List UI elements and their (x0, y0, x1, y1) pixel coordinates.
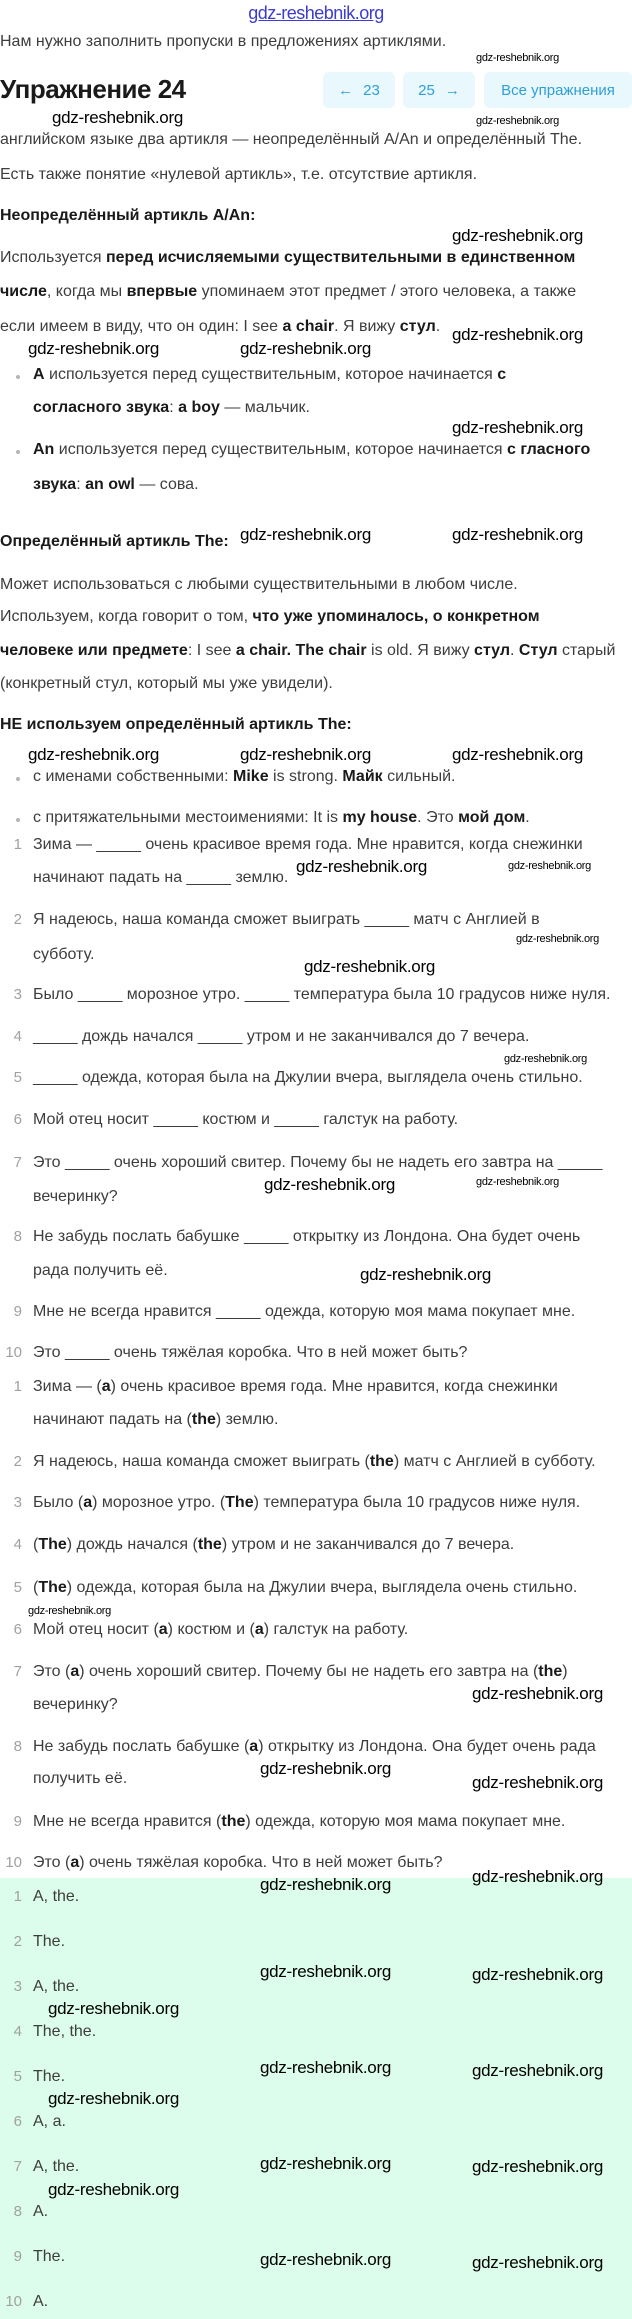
watermark: gdz-reshebnik.org (472, 1684, 603, 1703)
watermark: gdz-reshebnik.org (260, 1759, 391, 1778)
bold-text-segment: A (33, 366, 45, 383)
watermark: gdz-reshebnik.org (240, 525, 371, 544)
exercise-item-line (33, 1227, 580, 1247)
text-segment: . Я вижу (334, 318, 400, 335)
bullet-line (33, 440, 590, 460)
filled-item-line (33, 1695, 118, 1715)
arrow-right-icon: → (444, 81, 460, 99)
filled-item-line (33, 1853, 443, 1873)
watermark: gdz-reshebnik.org (452, 226, 583, 245)
watermark: gdz-reshebnik.org (28, 1604, 111, 1617)
text-segment: Я надеюсь, наша команда сможет выиграть ( (33, 1453, 370, 1470)
theory-line (0, 607, 540, 627)
bold-text-segment: The (225, 1494, 254, 1511)
exercise-item-number: 6 (13, 1111, 22, 1128)
watermark: gdz-reshebnik.org (28, 339, 159, 358)
answer-item-text: A. (33, 2293, 49, 2310)
bold-text-segment: с (497, 366, 507, 383)
theory-line (0, 165, 477, 185)
text-segment: ) дождь начался ( (66, 1536, 198, 1553)
watermark: gdz-reshebnik.org (48, 2180, 179, 2199)
text-segment: ( (33, 1579, 39, 1596)
text-segment: Это ( (33, 1854, 71, 1871)
text-segment: ) одежда, которая была на Джулии вчера, выглядела очень стильно. (66, 1579, 578, 1596)
bold-text-segment: стул (474, 642, 511, 659)
text-segment: . (525, 809, 530, 826)
bold-text-segment: согласного звука (33, 399, 170, 416)
prev-exercise-label: 23 (363, 81, 380, 99)
text-segment: — сова. (134, 476, 199, 493)
bullet-icon (16, 818, 20, 822)
text-segment: Это _____ очень тяжёлая коробка. Что в ней может быть? (33, 1344, 468, 1361)
watermark: gdz-reshebnik.org (260, 1875, 391, 1894)
text-segment: Было _____ морозное утро. _____ температура была 10 градусов ниже нуля. (33, 986, 611, 1003)
answer-item-text: The. (33, 1933, 66, 1950)
text-segment: Используется (0, 249, 106, 266)
answer-item-text: A, the. (33, 2158, 80, 2175)
text-segment: : (169, 399, 179, 416)
answer-item-number: 8 (13, 2203, 22, 2220)
watermark: gdz-reshebnik.org (472, 2061, 603, 2080)
watermark: gdz-reshebnik.org (476, 114, 559, 127)
watermark: gdz-reshebnik.org (304, 957, 435, 976)
bold-text-segment: an owl (85, 476, 135, 493)
filled-item-line (33, 1662, 568, 1682)
text-segment: is strong. (268, 768, 343, 785)
filled-item-line (33, 1410, 278, 1430)
text-segment: Мой отец носит ( (33, 1621, 159, 1638)
text-segment: английском языке два артикля — неопределённый A/An и определённый The. (0, 131, 583, 148)
filled-item-number: 10 (5, 1854, 22, 1871)
answer-item-text: The. (33, 2248, 66, 2265)
bold-text-segment: a (158, 1621, 168, 1638)
filled-item-number: 7 (13, 1663, 22, 1680)
filled-item-line (33, 1535, 514, 1555)
filled-item-number: 6 (13, 1621, 22, 1638)
answer-item-number: 1 (13, 1888, 22, 1905)
exercise-item-number: 10 (5, 1344, 22, 1361)
theory-line (0, 575, 518, 595)
answer-item-text: A, the. (33, 1888, 80, 1905)
text-segment: ) матч с Англией в субботу. (393, 1453, 596, 1470)
text-segment: Мой отец носит _____ костюм и _____ галстук на работу. (33, 1111, 459, 1128)
text-segment: is old. Я вижу (366, 642, 475, 659)
next-exercise-button[interactable] (403, 72, 475, 108)
text-segment: ) утром и не заканчивался до 7 вечера. (221, 1536, 515, 1553)
bullet-icon (16, 777, 20, 781)
text-segment: Не забудь послать бабушке _____ открытку из Лондона. Она будет очень (33, 1228, 581, 1245)
exercise-item-line (33, 1027, 529, 1047)
text-segment: ) костюм и ( (167, 1621, 255, 1638)
bullet-line (33, 475, 199, 495)
text-segment: Зима — ( (33, 1378, 102, 1395)
text-segment: : (76, 476, 86, 493)
exercise-item-line (33, 1068, 583, 1088)
text-segment: сильный. (382, 768, 456, 785)
bold-text-segment: my house (342, 809, 418, 826)
bold-text-segment: a (249, 1738, 259, 1755)
text-segment: ) морозное утро. ( (92, 1494, 226, 1511)
text-segment: Это _____ очень хороший свитер. Почему бы не надеть его завтра на _____ (33, 1154, 603, 1171)
answer-item-number: 3 (13, 1978, 22, 1995)
filled-item-number: 2 (13, 1453, 22, 1470)
filled-item-number: 8 (13, 1738, 22, 1755)
text-segment: если имеем в виду, что он один: I see (0, 318, 283, 335)
watermark: gdz-reshebnik.org (296, 857, 427, 876)
exercise-item-number: 4 (13, 1028, 22, 1045)
watermark: gdz-reshebnik.org (28, 745, 159, 764)
watermark: gdz-reshebnik.org (240, 339, 371, 358)
bold-text-segment: a chair. The chair (235, 642, 367, 659)
answer-item-number: 10 (5, 2293, 22, 2310)
text-segment: ) очень хороший свитер. Почему бы не надеть его завтра на ( (79, 1663, 539, 1680)
answer-item-number: 6 (13, 2113, 22, 2130)
bullet-line (33, 808, 530, 828)
bold-text-segment: The (38, 1579, 67, 1596)
answers-panel (0, 1878, 632, 2319)
bold-text-segment: a chair (282, 318, 335, 335)
answer-item-text: The, the. (33, 2023, 97, 2040)
bold-text-segment: the (197, 1536, 222, 1553)
text-segment: ( (33, 1536, 39, 1553)
text-segment: Мне не всегда нравится ( (33, 1813, 222, 1830)
filled-item-line (33, 1452, 596, 1472)
theory-line (0, 130, 582, 150)
watermark: gdz-reshebnik.org (472, 1965, 603, 1984)
exercise-item-line (33, 1187, 118, 1207)
watermark: gdz-reshebnik.org (260, 1962, 391, 1981)
answer-item-number: 9 (13, 2248, 22, 2265)
text-segment: — мальчик. (219, 399, 310, 416)
bullet-icon (16, 450, 20, 454)
exercise-item-number: 3 (13, 986, 22, 1003)
filled-item-number: 4 (13, 1536, 22, 1553)
prev-exercise-button[interactable] (323, 72, 395, 108)
bold-text-segment: the (191, 1411, 216, 1428)
bold-text-segment: a (70, 1663, 80, 1680)
bold-text-segment: Mike (233, 768, 269, 785)
bold-text-segment: the (369, 1453, 394, 1470)
exercise-item-number: 7 (13, 1154, 22, 1171)
bold-text-segment: что уже упоминалось, о конкретном (252, 608, 540, 625)
text-segment: начинают падать на _____ землю. (33, 869, 289, 886)
bold-text-segment: a (70, 1854, 80, 1871)
bold-text-segment: a (83, 1494, 93, 1511)
watermark: gdz-reshebnik.org (52, 108, 183, 127)
bold-text-segment: Майк (342, 768, 383, 785)
all-exercises-button[interactable] (484, 72, 632, 108)
watermark: gdz-reshebnik.org (472, 1867, 603, 1886)
answer-item-number: 2 (13, 1933, 22, 1950)
watermark: gdz-reshebnik.org (260, 2154, 391, 2173)
text-segment: вечеринку? (33, 1696, 118, 1713)
text-segment: Мне не всегда нравится _____ одежда, которую моя мама покупает мне. (33, 1303, 576, 1320)
watermark: gdz-reshebnik.org (240, 745, 371, 764)
bold-text-segment: An (33, 441, 55, 458)
text-segment: начинают падать на ( (33, 1411, 192, 1428)
theory-line (0, 317, 440, 337)
text-segment: _____ дождь начался _____ утром и не заканчивался до 7 вечера. (33, 1028, 530, 1045)
not-used-heading: НЕ используем определённый артикль The: (0, 716, 352, 733)
text-segment: ) землю. (215, 1411, 279, 1428)
filled-item-number: 9 (13, 1813, 22, 1830)
watermark: gdz-reshebnik.org (48, 2089, 179, 2108)
bold-text-segment: the (538, 1663, 563, 1680)
filled-item-line (33, 1493, 580, 1513)
text-segment: с именами собственными: (33, 768, 234, 785)
text-segment: Зима — _____ очень красивое время года. Мне нравится, когда снежинки (33, 836, 583, 853)
exercise-item-line (33, 1110, 458, 1130)
text-segment: старый (557, 642, 616, 659)
text-segment: (конкретный стул, который мы уже увидели). (0, 675, 333, 692)
text-segment: Это ( (33, 1663, 71, 1680)
text-segment: ) одежда, которую моя мама покупает мне. (245, 1813, 566, 1830)
text-segment: : I see (187, 642, 236, 659)
text-segment: получить её. (33, 1770, 128, 1787)
text-segment: . (510, 642, 519, 659)
filled-item-line (33, 1737, 596, 1757)
text-segment: Есть также понятие «нулевой артикль», т.е. отсутствие артикля. (0, 166, 478, 183)
text-segment: Используем, когда говорит о том, (0, 608, 253, 625)
text-segment: Не забудь послать бабушке ( (33, 1738, 250, 1755)
text-segment: упоминаем этот предмет / этого человека, а также (197, 283, 577, 300)
bold-text-segment: с гласного (506, 441, 591, 458)
bold-text-segment: человеке или предмете (0, 642, 188, 659)
answer-item-text: A, a. (33, 2113, 66, 2130)
exercise-item-line (33, 1302, 575, 1322)
exercise-item-line (33, 985, 610, 1005)
watermark: gdz-reshebnik.org (260, 2250, 391, 2269)
bold-text-segment: a (254, 1621, 264, 1638)
text-segment: _____ одежда, которая была на Джулии вчера, выглядела очень стильно. (33, 1069, 583, 1086)
theory-line (0, 282, 576, 302)
bold-text-segment: звука (33, 476, 77, 493)
bold-text-segment: числе (0, 283, 47, 300)
text-segment: , когда мы (46, 283, 127, 300)
watermark: gdz-reshebnik.org (48, 1999, 179, 2018)
text-segment: ) галстук на работу. (263, 1621, 409, 1638)
answer-item-text: The. (33, 2068, 66, 2085)
text-segment: рада получить её. (33, 1262, 168, 1279)
exercise-item-number: 1 (13, 836, 22, 853)
page-title: Упражнение 24 (0, 74, 186, 104)
watermark: gdz-reshebnik.org (360, 1265, 491, 1284)
indefinite-article-heading: Неопределённый артикль A/An: (0, 207, 256, 224)
definite-article-heading: Определённый артикль The: (0, 533, 229, 550)
filled-item-line (33, 1377, 558, 1397)
exercise-item-line (33, 910, 540, 930)
watermark: gdz-reshebnik.org (452, 525, 583, 544)
answer-item-text: A. (33, 2203, 49, 2220)
intro-text: Нам нужно заполнить пропуски в предложениях артиклями. (0, 33, 447, 50)
text-segment: ) очень тяжёлая коробка. Что в ней может быть? (79, 1854, 443, 1871)
filled-item-line (33, 1769, 127, 1789)
bullet-line (33, 398, 310, 418)
watermark: gdz-reshebnik.org (452, 745, 583, 764)
text-segment: Я надеюсь, наша команда сможет выиграть _____ матч с Англией в (33, 911, 540, 928)
text-segment: . (435, 318, 441, 335)
watermark: gdz-reshebnik.org (260, 2058, 391, 2077)
bold-text-segment: мой дом (458, 809, 526, 826)
site-logo-watermark: gdz-reshebnik.org (248, 3, 384, 23)
bold-text-segment: the (221, 1813, 246, 1830)
text-segment: субботу. (33, 946, 95, 963)
text-segment: ) (562, 1663, 568, 1680)
text-segment: используется перед существительным, которое начинается (54, 441, 507, 458)
theory-line (0, 248, 575, 268)
filled-item-number: 1 (13, 1378, 22, 1395)
exercise-item-line (33, 835, 583, 855)
watermark: gdz-reshebnik.org (516, 932, 599, 945)
bold-text-segment: Стул (518, 642, 558, 659)
exercise-item-line (33, 868, 288, 888)
bold-text-segment: перед исчисляемыми существительными в единственном (105, 249, 576, 266)
bullet-line (33, 767, 455, 787)
exercise-item-line (33, 1261, 168, 1281)
exercise-item-number: 5 (13, 1069, 22, 1086)
watermark: gdz-reshebnik.org (472, 1773, 603, 1792)
answer-item-number: 4 (13, 2023, 22, 2040)
text-segment: ) температура была 10 градусов ниже нуля. (253, 1494, 581, 1511)
bold-text-segment: The (38, 1536, 67, 1553)
watermark: gdz-reshebnik.org (508, 859, 591, 872)
watermark: gdz-reshebnik.org (452, 325, 583, 344)
exercise-item-number: 9 (13, 1303, 22, 1320)
filled-item-line (33, 1620, 408, 1640)
text-segment: . Это (417, 809, 459, 826)
filled-item-line (33, 1812, 565, 1832)
watermark: gdz-reshebnik.org (472, 2253, 603, 2272)
exercise-item-number: 2 (13, 911, 22, 928)
filled-item-line (33, 1578, 577, 1598)
exercise-item-number: 8 (13, 1228, 22, 1245)
text-segment: ) открытку из Лондона. Она будет очень рада (258, 1738, 596, 1755)
theory-line (0, 641, 615, 661)
text-segment: с притяжательными местоимениями: It is (33, 809, 343, 826)
bullet-icon (16, 375, 20, 379)
watermark: gdz-reshebnik.org (452, 418, 583, 437)
bold-text-segment: a boy (178, 399, 220, 416)
text-segment: используется перед существительным, которое начинается (44, 366, 498, 383)
bullet-line (33, 365, 506, 385)
answer-item-number: 5 (13, 2068, 22, 2085)
theory-line (0, 674, 333, 694)
bold-text-segment: впервые (126, 283, 198, 300)
all-exercises-label: Все упражнения (501, 81, 615, 99)
bold-text-segment: a (101, 1378, 111, 1395)
text-segment: Было ( (33, 1494, 84, 1511)
answer-item-text: A, the. (33, 1978, 80, 1995)
watermark: gdz-reshebnik.org (476, 51, 559, 64)
exercise-item-line (33, 945, 94, 965)
text-segment: Может использоваться с любыми существительными в любом числе. (0, 576, 518, 593)
watermark: gdz-reshebnik.org (264, 1175, 395, 1194)
exercise-item-line (33, 1153, 602, 1173)
watermark: gdz-reshebnik.org (472, 2157, 603, 2176)
text-segment: вечеринку? (33, 1188, 118, 1205)
next-exercise-label: 25 (418, 81, 435, 99)
filled-item-number: 3 (13, 1494, 22, 1511)
bold-text-segment: стул (399, 318, 436, 335)
exercise-item-line (33, 1343, 467, 1363)
text-segment: ) очень красивое время года. Мне нравится, когда снежинки (110, 1378, 558, 1395)
watermark: gdz-reshebnik.org (504, 1052, 587, 1065)
filled-item-number: 5 (13, 1579, 22, 1596)
answer-item-number: 7 (13, 2158, 22, 2175)
watermark: gdz-reshebnik.org (476, 1175, 559, 1188)
arrow-left-icon: ← (338, 81, 354, 99)
